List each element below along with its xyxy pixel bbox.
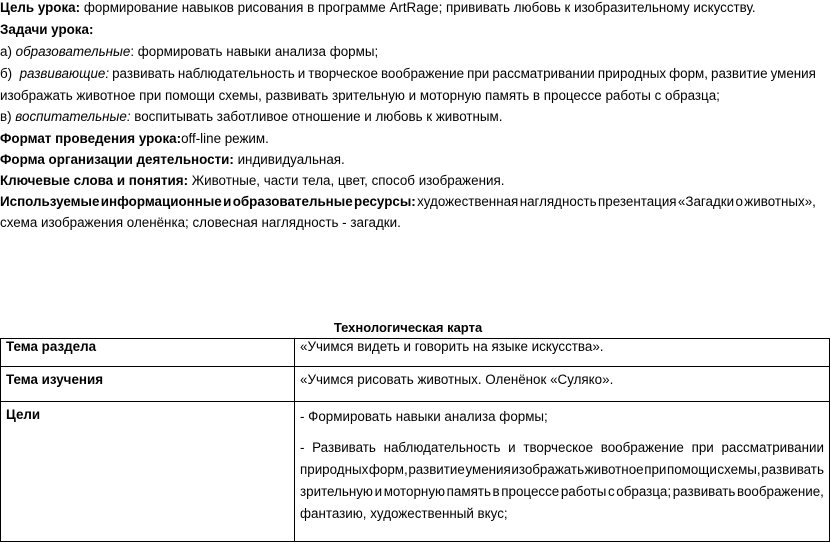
goals-word: развивать [761,462,824,477]
task-a [0,41,814,62]
resources-label-word: информационные [100,194,222,209]
task-a-prefix: а) [0,44,16,59]
goals-word: форм, [368,462,408,477]
resources-label-word: Используемые [0,194,100,209]
task-c-text: воспитывать заботливое отношение и любовь к животным. [130,109,503,124]
goals-word: - [300,440,305,455]
goals-justified-line [300,459,824,481]
resources-label-word: ресурсы: [354,194,416,209]
task-b-word: творческое [308,66,378,81]
lesson-format [0,128,814,149]
task-b-line2: изображать животное при помощи схемы, развивать зрительную и моторную память в процессе работы с образца; [0,88,720,103]
goals-word: творческое [523,440,594,455]
task-b-word: природных [597,66,667,81]
goals-word: изображать [511,462,585,477]
goals-word: рассматривании [721,440,824,455]
goals-word: процессе [501,484,560,499]
goals-word: зрительную [300,484,373,499]
goals-word: воображение, [737,484,824,499]
resources-word: наглядность [519,194,597,209]
task-a-text: : формировать навыки анализа формы; [130,44,379,59]
goals-line: - Формировать навыки анализа формы; [300,409,548,424]
keywords-label: Ключевые слова и понятия: [0,173,189,188]
goals-word: образца; [616,484,672,499]
keywords-text: Животные, части тела, цвет, способ изображения. [188,173,505,188]
row-value: «Учимся видеть и говорить на языке искусства». [295,339,830,367]
task-b-word: воображение [380,66,465,81]
task-c-prefix: в) [0,109,16,124]
resources-word: животных», [744,194,816,209]
goals-line: фантазию, художественный вкус; [300,506,508,521]
org-label: Форма организации деятельности: [0,152,234,167]
task-c-italic: воспитательные: [15,109,131,124]
task-b-word: умения [770,66,816,81]
goals-word: развитие [408,462,465,477]
resources-label-word: и [223,194,232,209]
resources-line1 [0,191,816,212]
goals-word: и [374,484,383,499]
goals-word: при [644,462,667,477]
goals-word: работы [560,484,607,499]
table-row [1,339,830,367]
resources-word: о [735,194,743,209]
goals-word: развивать [672,484,736,499]
row-label: Цели [1,402,295,542]
goals-justified-line [300,437,824,459]
task-b-word: рассматривании [492,66,595,81]
goals-word: воображение [600,440,684,455]
row-label: Тема изучения [1,367,295,402]
task-b-word: развитие [711,66,768,81]
resources-word: презентация [598,194,677,209]
table-row [1,402,830,542]
goal-label: Цель урока: [0,0,81,15]
keywords [0,170,814,191]
goals-word: при [691,440,714,455]
task-b-prefix: б) развивающие: [0,66,110,81]
task-b-word: и [297,66,306,81]
task-b-word: наблюдательность [177,66,295,81]
goals-word: помощи [666,462,717,477]
task-c [0,106,814,127]
goals-word: наблюдательность [383,440,501,455]
task-b-word: форм, [669,66,708,81]
goals-word: схемы, [717,462,761,477]
table-caption: Технологическая карта [333,320,483,335]
goals-word: умения [465,462,511,477]
goal-text: формирование навыков рисования в программе ArtRage; прививать любовь к изобразительному искусству. [80,0,756,15]
goals-word: память [446,484,491,499]
table-row [1,367,830,402]
task-a-italic: образовательные [15,44,131,59]
goals-word: с [607,484,615,499]
tasks-heading: Задачи урока: [0,22,94,37]
row-value: «Учимся рисовать животных. Оленёнок «Суляко». [295,367,830,402]
resources-word: «Загадки [677,194,735,209]
task-b-word: при [467,66,490,81]
task-b-line1 [0,63,816,84]
format-label: Формат проведения урока: [0,131,182,146]
resources-line2: схема изображения оленёнка; словесная наглядность - загадки. [0,215,401,230]
org-text: индивидуальная. [233,152,345,167]
goals-word: природных [300,462,369,477]
goals-word: животное [584,462,644,477]
resources-label-word: образовательные [232,194,353,209]
goals-word: в [492,484,500,499]
format-text: off-line режим. [181,131,269,146]
goals-word: моторную [383,484,446,499]
lesson-goal [0,0,814,18]
goals-word: Развивать [312,440,376,455]
activity-organization [0,149,814,170]
tech-map-table [0,338,830,542]
goals-justified-line [300,481,824,503]
task-b-italic: развивающие: [19,66,110,81]
resources-word: художественная [417,194,519,209]
goals-word: и [508,440,516,455]
goals-cell [295,402,830,542]
task-b-word: развивать [112,66,175,81]
row-label: Тема раздела [1,339,295,367]
